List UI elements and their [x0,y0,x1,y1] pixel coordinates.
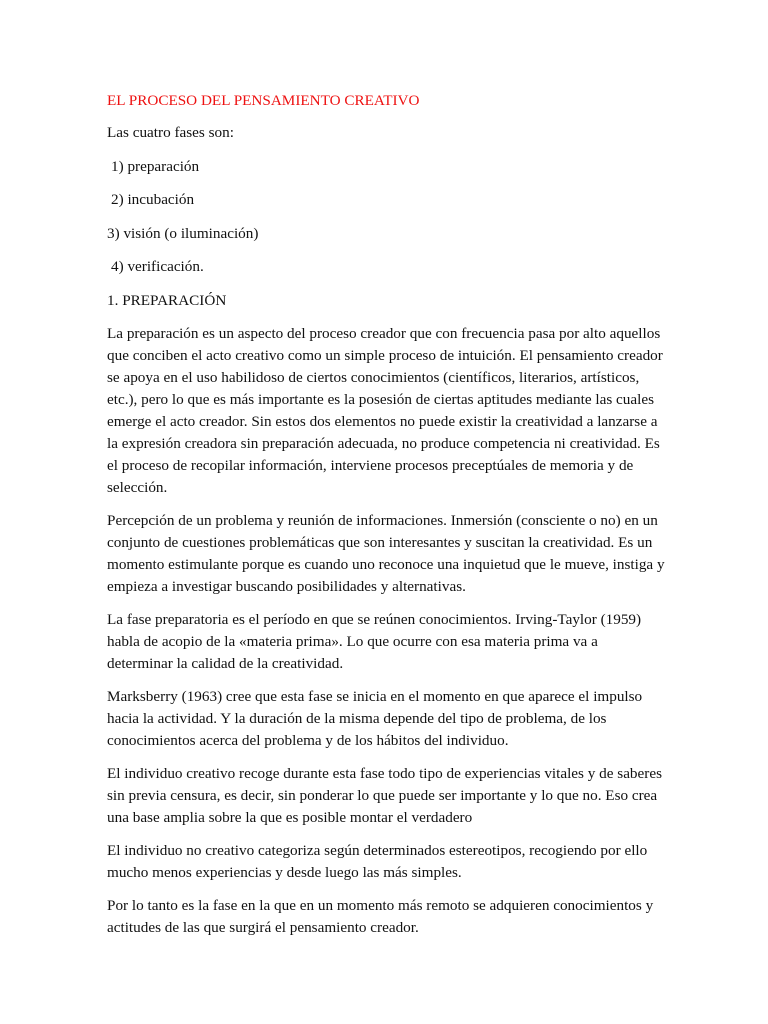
paragraph-5: El individuo creativo recoge durante esta fase todo tipo de experiencias vitales y de saberes sin previa censura, es decir, sin ponderar lo que puede ser importante y lo que no. Eso crea una base amplia sobre la que es posible montar el verdadero [107,765,662,826]
phase-item-3: 3) visión (o iluminación) [107,224,259,242]
phase-item-4: 4) verificación. [111,258,204,275]
paragraph-6: El individuo no creativo categoriza según determinados estereotipos, recogiendo por ello mucho menos experiencias y desde luego las más simples. [107,842,648,881]
document-title: EL PROCESO DEL PENSAMIENTO CREATIVO [107,92,420,109]
paragraph-3: La fase preparatoria es el período en que se reúnen conocimientos. Irving-Taylor (1959) habla de acopio de la «materia prima». Lo que ocurre con esa materia prima va a determinar la calidad de la creatividad. [107,611,642,672]
section-heading: 1. PREPARACIÓN [107,291,227,309]
document-page [107,90,667,950]
intro-text: Las cuatro fases son: [107,124,234,141]
phase-item-2: 2) incubación [111,191,195,208]
paragraph-2: Percepción de un problema y reunión de informaciones. Inmersión (consciente o no) en un conjunto de cuestiones problemáticas que son interesantes y suscitan la creatividad. Es un momento estimulante porque es cuando uno reconoce una inquietud que le mueve, instiga y empieza a investigar buscando posibilidades y alternativas. [107,512,665,595]
paragraph-7: Por lo tanto es la fase en la que en un momento más remoto se adquieren conocimientos y actitudes de las que surgirá el pensamiento creador. [107,897,654,936]
paragraph-4: Marksberry (1963) cree que esta fase se inicia en el momento en que aparece el impulso hacia la actividad. Y la duración de la misma depende del tipo de problema, de los conocimientos acerca del problema y de los hábitos del individuo. [107,688,643,749]
paragraph-1: La preparación es un aspecto del proceso creador que con frecuencia pasa por alto aquellos que conciben el acto creativo como un simple proceso de intuición. El pensamiento creador se apoya en el uso habilidoso de ciertos conocimientos (científicos, literarios, artísticos, etc.), pero lo que es más importante es la posesión de ciertas aptitudes mediante las cuales emerge el acto creador. Sin estos dos elementos no puede existir la creatividad a lanzarse a la expresión creadora sin preparación adecuada, no produce competencia ni creatividad. Es el proceso de recopilar información, interviene procesos preceptúales de memoria y de selección. [107,325,663,496]
phase-item-1: 1) preparación [111,157,200,175]
